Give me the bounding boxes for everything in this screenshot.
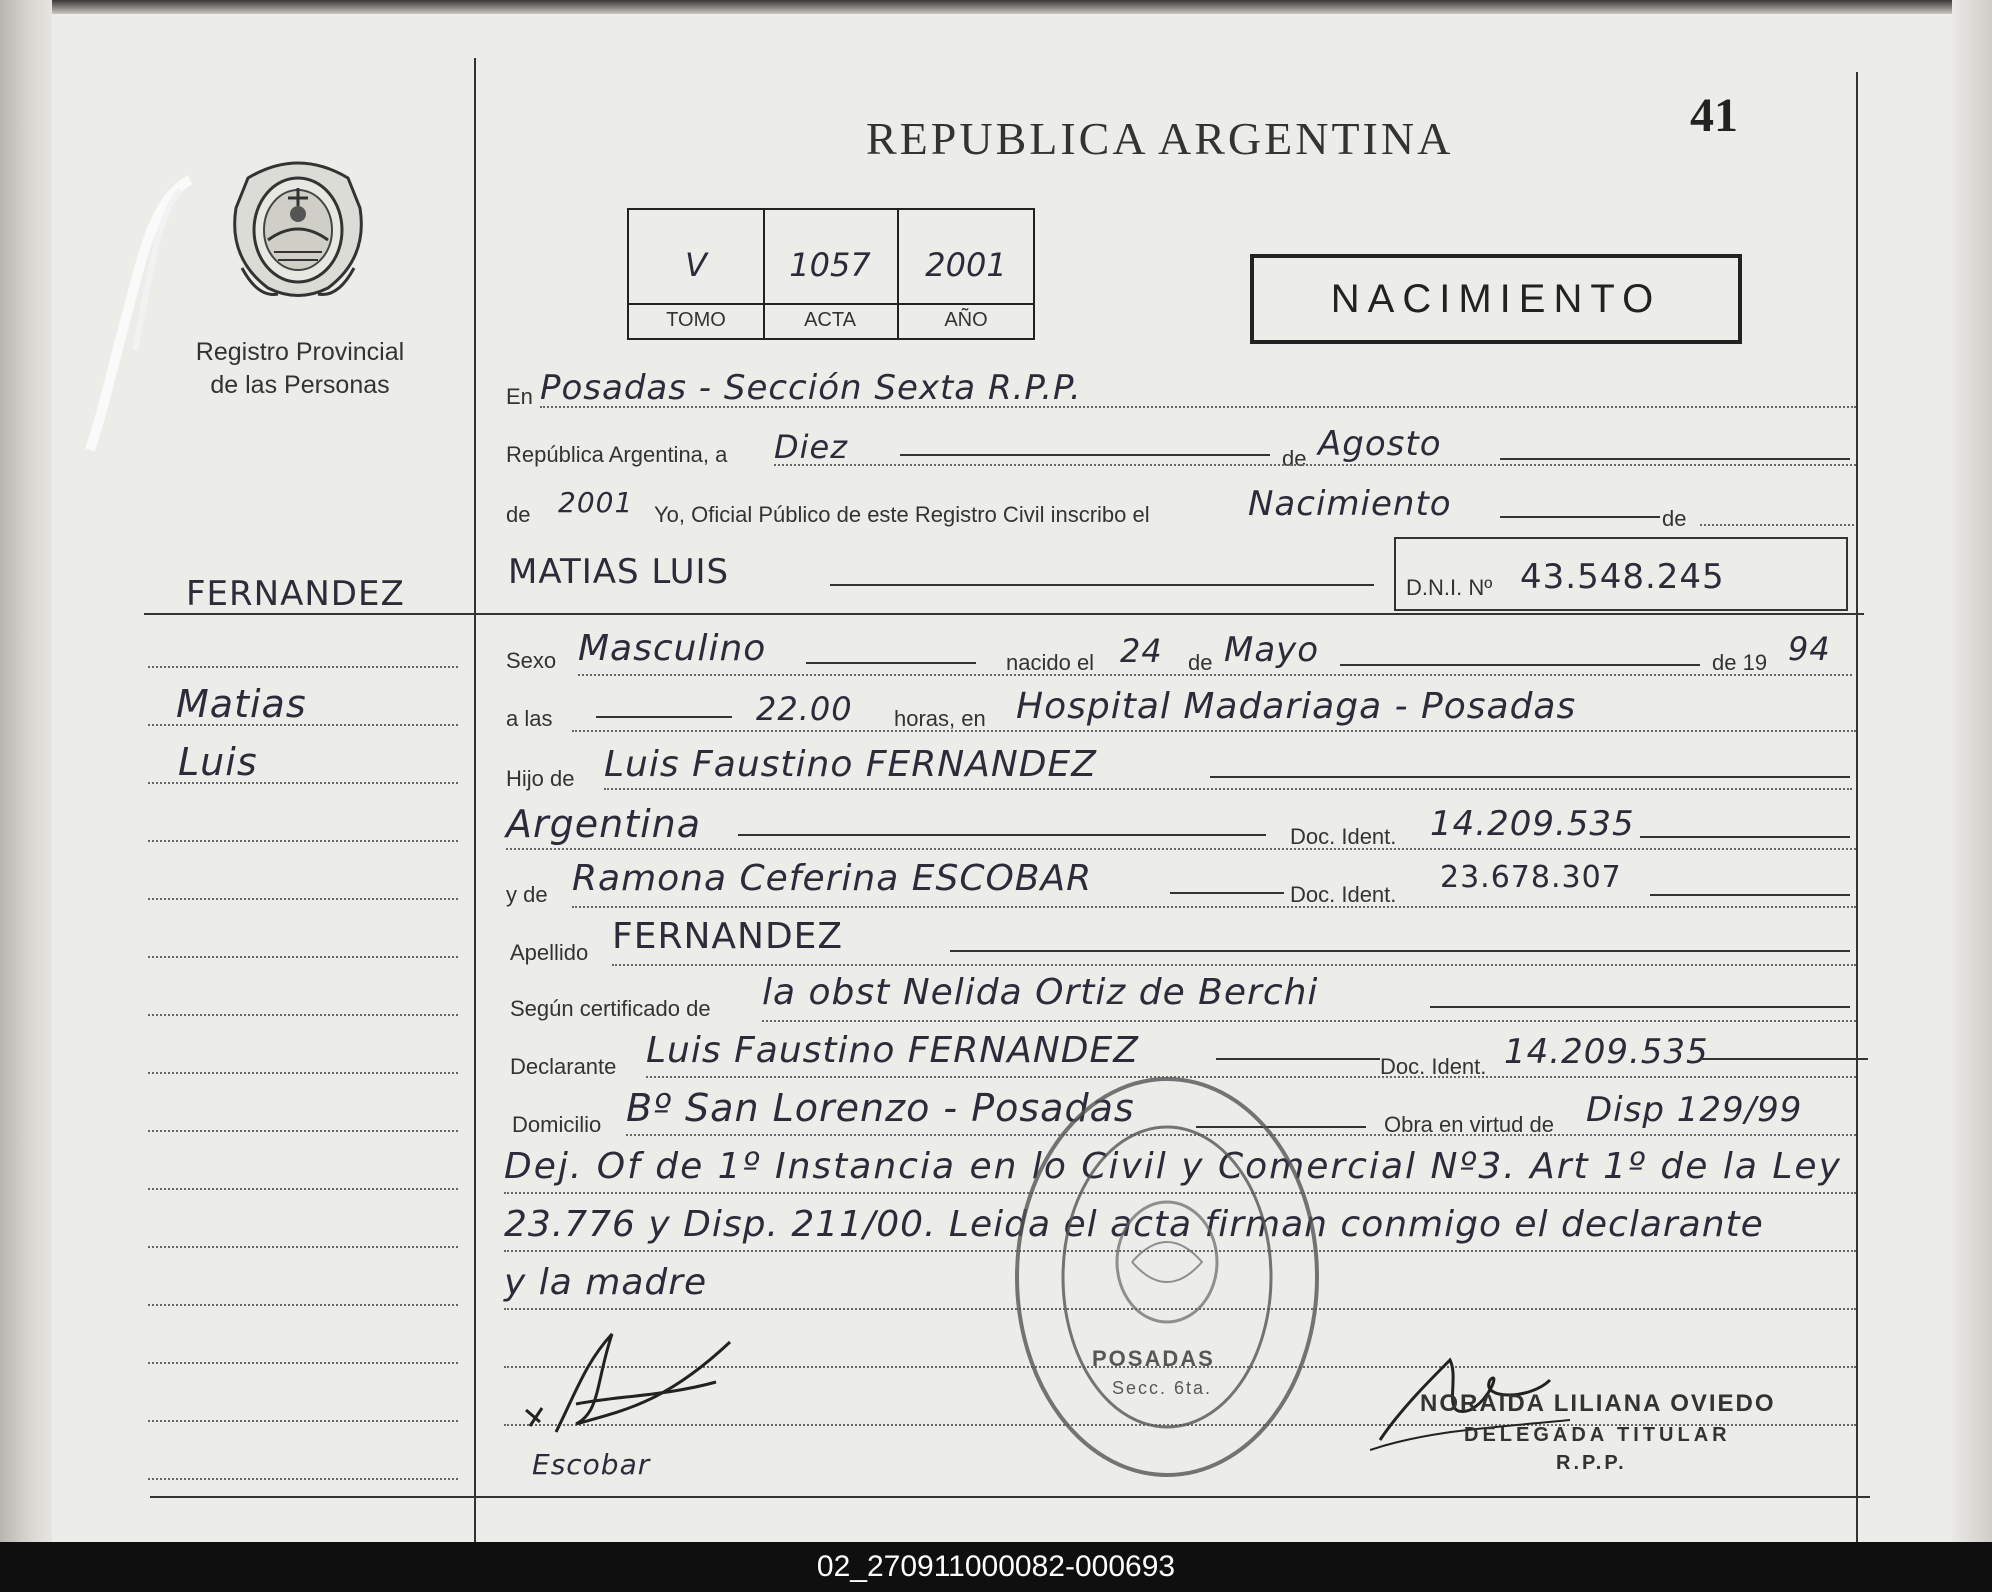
field-line xyxy=(762,1020,1856,1022)
dash-line xyxy=(1340,664,1700,666)
tomo-value: V xyxy=(685,246,707,284)
margin-line xyxy=(148,1188,458,1190)
label-y-de: y de xyxy=(506,882,548,907)
value-dia-inscripcion: Diez xyxy=(774,428,849,466)
label-dni: D.N.I. Nº xyxy=(1406,575,1493,600)
margin-line xyxy=(148,1362,458,1364)
dash-line xyxy=(1500,516,1660,518)
value-madre: Ramona Ceferina ESCOBAR xyxy=(572,858,1093,899)
registry-name xyxy=(150,336,450,402)
page-edge xyxy=(1952,0,1992,1542)
margin-surname: FERNANDEZ xyxy=(186,574,405,614)
field-line xyxy=(604,788,1852,790)
value-declarante-doc: 14.209.535 xyxy=(1504,1032,1709,1072)
label-de-anio: de xyxy=(506,502,531,527)
value-hora: 22.00 xyxy=(756,690,853,728)
label-doc-ident-1: Doc. Ident. xyxy=(1290,824,1397,849)
field-line xyxy=(612,964,1856,966)
signature-madre: Escobar xyxy=(532,1448,651,1481)
value-nombre: MATIAS LUIS xyxy=(508,552,730,592)
margin-line xyxy=(148,1130,458,1132)
margin-line xyxy=(148,1478,458,1480)
margin-line xyxy=(148,1304,458,1306)
margin-line xyxy=(148,782,458,784)
dash-line xyxy=(950,950,1850,952)
field-line xyxy=(572,906,1856,908)
official-office: R.P.P. xyxy=(1556,1452,1627,1474)
value-obra: Disp 129/99 xyxy=(1586,1090,1803,1130)
value-padre-doc: 14.209.535 xyxy=(1430,804,1635,844)
right-border xyxy=(1856,72,1858,1542)
label-horas-en: horas, en xyxy=(894,706,986,731)
dash-line xyxy=(1700,1058,1868,1060)
dash-line xyxy=(806,662,976,664)
value-domicilio: Bº San Lorenzo - Posadas xyxy=(626,1086,1135,1130)
label-domicilio: Domicilio xyxy=(512,1112,602,1137)
value-lugar: Posadas - Sección Sexta R.P.P. xyxy=(540,368,1082,408)
label-en: En xyxy=(506,384,533,409)
provincia-misiones-seal xyxy=(228,148,368,300)
record-number-box xyxy=(627,208,1035,340)
dash-line xyxy=(1216,1058,1380,1060)
dash-line xyxy=(1650,894,1850,896)
label-doc-ident-3: Doc. Ident. xyxy=(1380,1054,1487,1079)
top-shadow xyxy=(0,0,1992,14)
label-doc-ident-2: Doc. Ident. xyxy=(1290,882,1397,907)
label-de-final: de xyxy=(1662,506,1687,531)
official-stamp xyxy=(1012,1072,1322,1482)
stamp-section: Secc. 6ta. xyxy=(1112,1378,1213,1398)
scan-code: 02_270911000082-000693 xyxy=(0,1542,1992,1592)
label-yo-oficial: Yo, Oficial Público de este Registro Civil inscribo el xyxy=(654,502,1150,527)
value-lugar-nac: Hospital Madariaga - Posadas xyxy=(1016,686,1577,727)
label-hijo-de: Hijo de xyxy=(506,766,575,791)
dni-box xyxy=(1394,537,1848,611)
margin-given-1: Matias xyxy=(176,682,307,726)
bookmark-ribbon xyxy=(60,160,200,460)
official-title: DELEGADA TITULAR xyxy=(1464,1424,1731,1446)
label-de-dia: de xyxy=(1188,650,1213,675)
field-line xyxy=(774,464,1856,466)
margin-line xyxy=(148,1420,458,1422)
value-acto: Nacimiento xyxy=(1248,484,1452,524)
value-nacionalidad: Argentina xyxy=(506,802,702,846)
dash-line xyxy=(830,584,1374,586)
book-binding xyxy=(0,0,52,1542)
dash-line xyxy=(900,454,1270,456)
value-declarante: Luis Faustino FERNANDEZ xyxy=(646,1030,1139,1071)
field-line xyxy=(506,848,1856,850)
label-de-19: de 19 xyxy=(1712,650,1768,675)
acta-value: 1057 xyxy=(789,246,871,284)
label-apellido: Apellido xyxy=(510,940,589,965)
value-dni: 43.548.245 xyxy=(1520,557,1725,597)
field-line xyxy=(578,674,1852,676)
label-a-las: a las xyxy=(506,706,553,731)
registry-line-1: Registro Provincial xyxy=(195,338,405,366)
dash-line xyxy=(1500,458,1850,460)
signature-declarante xyxy=(516,1322,746,1452)
label-de-mes: de xyxy=(1282,446,1307,471)
margin-line xyxy=(148,666,458,668)
dash-line xyxy=(1210,776,1850,778)
value-padre: Luis Faustino FERNANDEZ xyxy=(604,744,1097,785)
note-line-3: y la madre xyxy=(504,1262,708,1303)
anio-value: 2001 xyxy=(925,246,1007,284)
note-line-1: Dej. Of de 1º Instancia en lo Civil y Comercial Nº3. Art 1º de la Ley xyxy=(504,1146,1842,1187)
margin-given-2: Luis xyxy=(178,740,258,784)
margin-line xyxy=(148,956,458,958)
margin-line xyxy=(148,1014,458,1016)
dash-line xyxy=(738,834,1266,836)
stamp-city: POSADAS xyxy=(1092,1346,1215,1371)
label-republica: República Argentina, a xyxy=(506,442,728,467)
value-apellido: FERNANDEZ xyxy=(612,916,844,957)
value-anio-inscripcion: 2001 xyxy=(558,486,634,519)
registry-line-2: de las Personas xyxy=(210,371,390,399)
act-type-box: NACIMIENTO xyxy=(1250,254,1742,344)
footer-divider xyxy=(150,1496,1870,1498)
field-line xyxy=(540,406,1856,408)
anio-label: AÑO xyxy=(899,303,1033,332)
value-certificado: la obst Nelida Ortiz de Berchi xyxy=(762,972,1319,1013)
value-mes-nac: Mayo xyxy=(1224,630,1320,670)
margin-line xyxy=(148,898,458,900)
label-declarante: Declarante xyxy=(510,1054,617,1079)
dash-line xyxy=(1640,836,1850,838)
dash-line xyxy=(596,716,732,718)
label-obra: Obra en virtud de xyxy=(1384,1112,1554,1137)
value-dia-nac: 24 xyxy=(1120,632,1163,670)
acta-label: ACTA xyxy=(763,303,897,332)
label-segun: Según certificado de xyxy=(510,996,711,1021)
value-anio-nac: 94 xyxy=(1788,630,1831,668)
value-sexo: Masculino xyxy=(578,628,767,669)
tomo-label: TOMO xyxy=(629,303,763,332)
dash-line xyxy=(1430,1006,1850,1008)
margin-line xyxy=(148,840,458,842)
column-divider xyxy=(474,58,476,1542)
acta-cell xyxy=(763,210,899,338)
page-number: 41 xyxy=(1690,89,1738,142)
margin-line xyxy=(148,724,458,726)
official-name: NORAIDA LILIANA OVIEDO xyxy=(1420,1390,1776,1417)
label-nacido-el: nacido el xyxy=(1006,650,1095,675)
tomo-cell xyxy=(629,210,765,338)
label-sexo: Sexo xyxy=(506,648,557,673)
country-title: REPUBLICA ARGENTINA xyxy=(866,113,1454,164)
margin-line xyxy=(148,1072,458,1074)
note-line-2: 23.776 y Disp. 211/00. Leida el acta firman conmigo el declarante xyxy=(504,1204,1764,1245)
field-line xyxy=(572,730,1856,732)
margin-line xyxy=(148,1246,458,1248)
dash-line xyxy=(1170,892,1284,894)
value-mes-inscripcion: Agosto xyxy=(1318,424,1442,464)
value-madre-doc: 23.678.307 xyxy=(1440,860,1622,895)
field-line xyxy=(1700,524,1854,526)
anio-cell xyxy=(899,210,1033,338)
